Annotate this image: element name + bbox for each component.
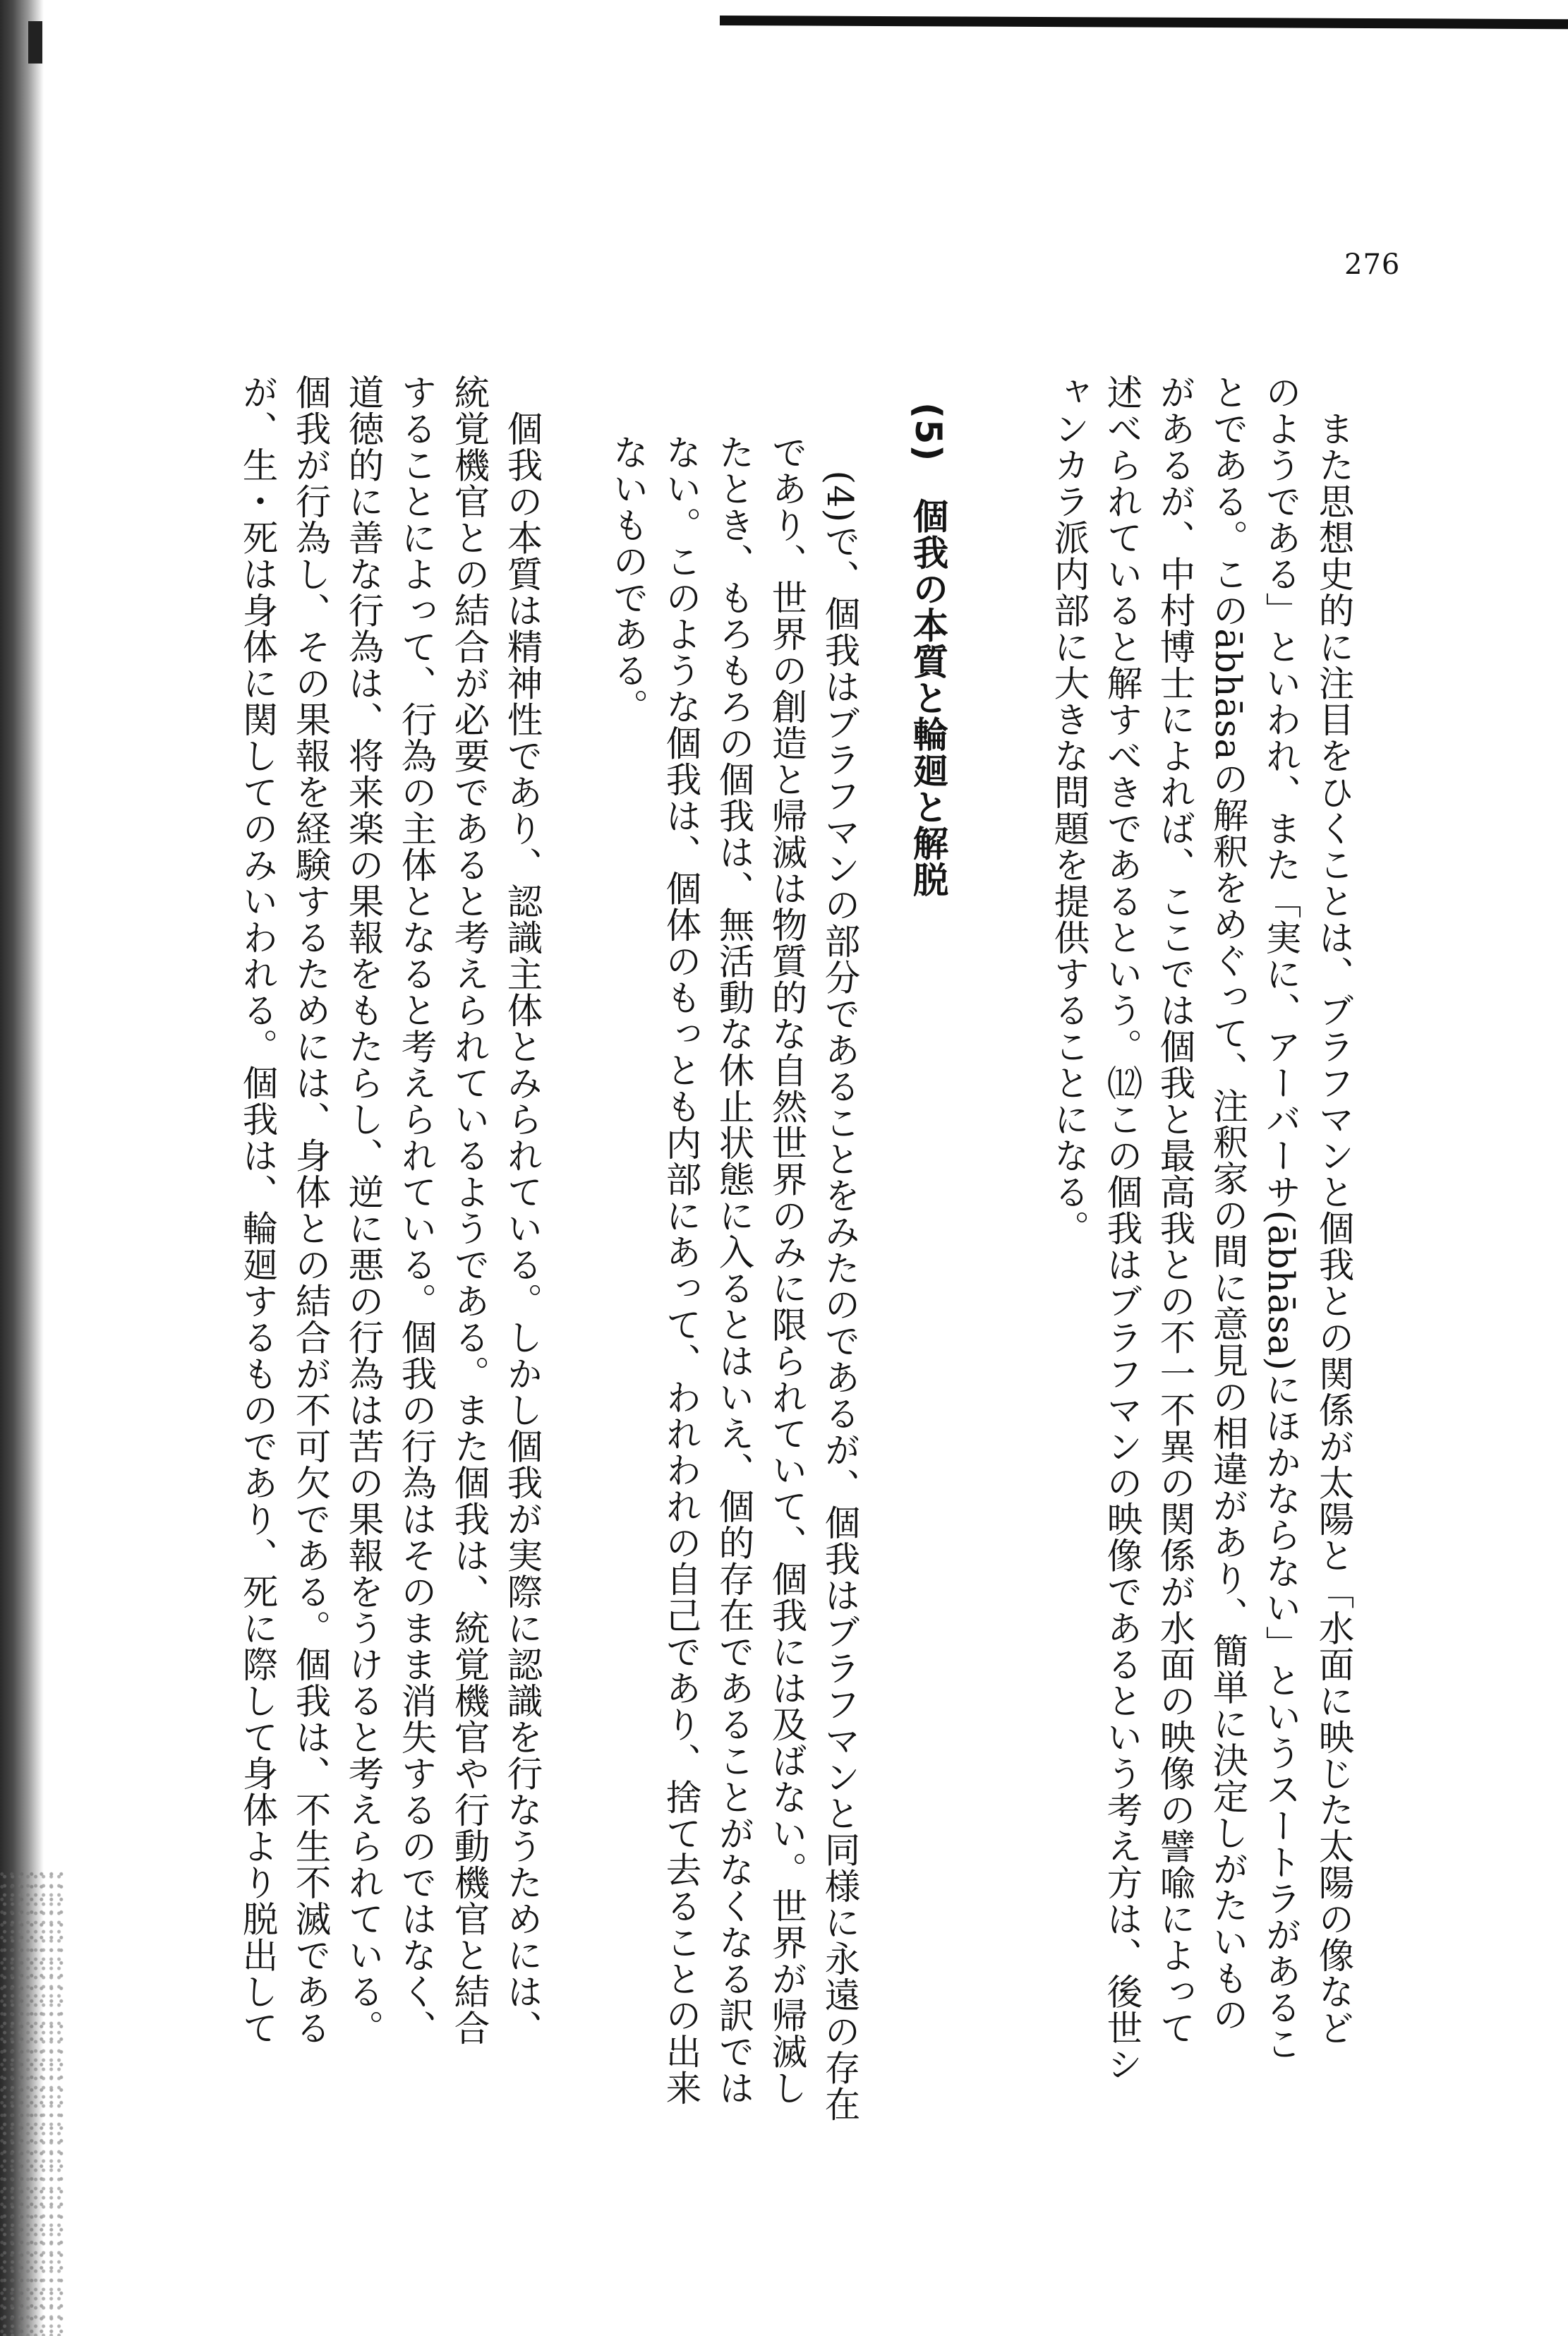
scan-top-rule [720,16,1568,29]
text-column-11: ないものである。 [608,434,649,725]
text-column-1: また思想史的に注目をひくことは、ブラフマンと個我との関係が太陽と「水面に映じた太陽の像など [1313,374,1355,2046]
text-column-7: (4)で、個我はブラフマンの部分であることをみたのであるが、個我はブラフマンと同様に永遠の存在 [819,434,861,2123]
section-heading: (5) 個我の本質と輪廻と解脱 [907,402,949,898]
text-column-9: たとき、もろもろの個我は、無活動な休止状態に入るとはいえ、個的存在であることがなくなる訳では [713,434,755,2106]
page-number: 276 [1344,248,1401,281]
text-column-17: が、生・死は身体に関してのみいわれる。個我は、輪廻するものであり、死に際して身体より脱出して [237,374,279,2046]
text-column-16: 個我が行為し、その果報を経験するためには、身体との結合が不可欠である。個我は、不生不滅である [290,374,332,2046]
scan-edge-noise [0,1870,64,2336]
text-column-3: とである。このābhāsaの解釈をめぐって、注釈家の間に意見の相違があり、簡単に決定しがたいもの [1207,374,1249,2033]
text-column-13: 統覚機官との結合が必要であると考えられているようである。また個我は、統覚機官や行動機官と結合 [449,374,490,2046]
text-column-8: であり、世界の創造と帰滅は物質的な自然世界のみに限られていて、個我には及ばない。世界が帰滅し [766,434,808,2106]
scan-binding-mark [28,21,42,64]
text-column-15: 道徳的に善な行為は、将来楽の果報をもたらし、逆に悪の行為は苦の果報をうけると考えられている。 [343,374,385,2046]
text-column-5: 述べられていると解すべきであるという。⑿この個我はブラフマンの映像であるという考え方は、後世シ [1102,374,1143,2083]
text-column-12: 個我の本質は精神性であり、認識主体とみられている。しかし個我が実際に認識を行なうためには、 [502,374,543,2046]
text-column-2: のようである」といわれ、また「実に、アーバーサ(ābhāsa)にほかならない」というスートラがあるこ [1260,374,1302,2062]
text-column-4: があるが、中村博士によれば、ここでは個我と最高我との不一不異の関係が水面の映像の譬喩によって [1154,374,1196,2046]
text-column-10: ない。このような個我は、個体のもっとも内部にあって、われわれの自己であり、捨て去ることの出来 [661,434,702,2106]
text-column-6: ャンカラ派内部に大きな問題を提供することになる。 [1049,374,1090,1246]
text-column-14: することによって、行為の主体となると考えられている。個我の行為はそのまま消失するのではなく、 [396,374,438,2046]
